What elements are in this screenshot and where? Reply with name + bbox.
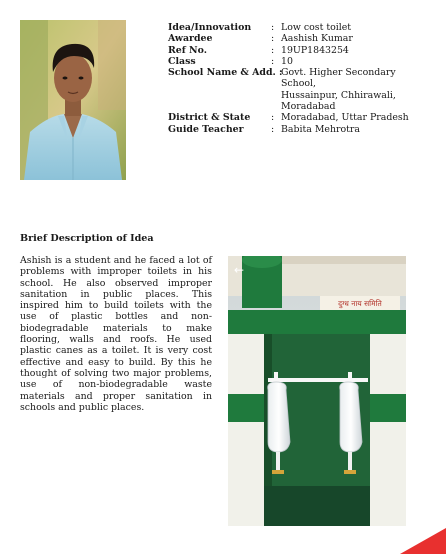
- info-separator: :: [271, 123, 275, 135]
- description-paragraph: Ashish is a student and he faced a lot of problems with improper toilets in his school. He also observed improper sanitation in public places. This inspired him to build toilets with the use of plastic bottles and non-biodegradable materials to make flooring, walls and roofs. He used plastic canes as a toilet. It is very cost effective and easy to build. By this he thought of solving two major problems, use of non-biodegradable waste materials and proper sanitation in schools and public places.: [20, 255, 212, 413]
- toilet-photo: [228, 256, 406, 526]
- info-value: Moradabad, Uttar Pradesh: [281, 112, 409, 124]
- info-label: District & State: [168, 112, 251, 124]
- corner-accent: [400, 528, 446, 554]
- awardee-info-table: [168, 22, 430, 135]
- info-value: Aashish Kumar: [281, 33, 353, 45]
- info-value: 10: [281, 55, 293, 67]
- info-label: Awardee: [168, 33, 213, 45]
- info-row-ref-no: [168, 45, 430, 56]
- info-separator: :: [271, 33, 275, 45]
- info-value: Govt. Higher Secondary School, Hussainpur, Chhirawali, Moradabad: [281, 67, 396, 113]
- info-label: Idea/Innovation: [168, 22, 252, 33]
- section-heading: Brief Description of Idea: [20, 233, 154, 244]
- back-arrow-icon[interactable]: ←: [234, 263, 245, 277]
- info-label: School Name & Add. :: [168, 67, 283, 79]
- info-value: Low cost toilet: [281, 22, 352, 33]
- info-separator: :: [271, 55, 275, 67]
- info-label: Ref No.: [168, 44, 207, 56]
- info-label: Class: [168, 55, 196, 67]
- info-row-guide-teacher: [168, 124, 430, 135]
- info-row-idea: [168, 22, 430, 33]
- info-row-district: [168, 112, 430, 123]
- info-separator: :: [271, 22, 275, 33]
- info-separator: :: [271, 112, 275, 124]
- info-label: Guide Teacher: [168, 123, 244, 135]
- info-row-class: [168, 56, 430, 67]
- sign-text: दुग्ध नाय समिति: [338, 299, 382, 308]
- info-value: 19UP1843254: [281, 44, 349, 56]
- info-row-awardee: [168, 33, 430, 44]
- info-separator: :: [271, 44, 275, 56]
- info-value: Babita Mehrotra: [281, 123, 360, 135]
- info-row-school: [168, 67, 430, 112]
- info-separator: [271, 67, 281, 112]
- awardee-photo: [20, 20, 126, 180]
